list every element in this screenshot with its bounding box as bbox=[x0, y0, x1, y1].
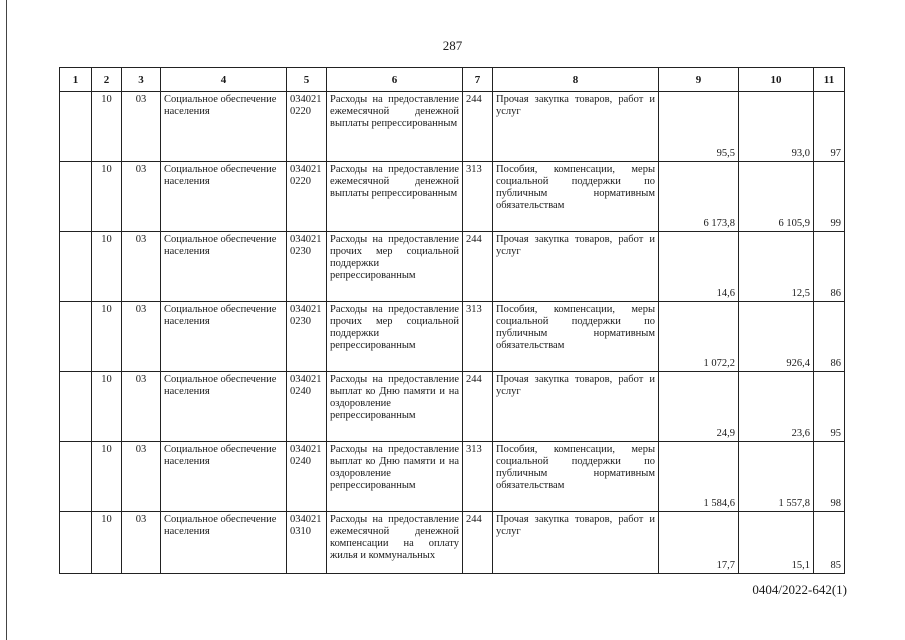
cell-col-10: 926,4 bbox=[739, 302, 814, 372]
cell-col-8: Прочая закупка товаров, работ и услуг bbox=[493, 372, 659, 442]
cell-col-9: 14,6 bbox=[659, 232, 739, 302]
cell-col-1 bbox=[60, 302, 92, 372]
cell-col-4: Социальное обеспечение населения bbox=[161, 92, 287, 162]
cell-col-2: 10 bbox=[92, 232, 122, 302]
table-row bbox=[60, 92, 845, 162]
cell-col-3: 03 bbox=[122, 512, 161, 574]
cell-col-10: 6 105,9 bbox=[739, 162, 814, 232]
column-header-2: 2 bbox=[92, 68, 122, 92]
cell-col-9: 24,9 bbox=[659, 372, 739, 442]
column-header-5: 5 bbox=[287, 68, 327, 92]
cell-col-6: Расходы на предоставление выплат ко Дню памяти и на оздоровление репрессированным bbox=[327, 442, 463, 512]
column-header-6: 6 bbox=[327, 68, 463, 92]
document-code: 0404/2022-642(1) bbox=[752, 582, 847, 597]
budget-table bbox=[59, 67, 845, 574]
column-header-1: 1 bbox=[60, 68, 92, 92]
cell-col-1 bbox=[60, 372, 92, 442]
cell-col-5: 034021 0240 bbox=[287, 372, 327, 442]
cell-col-7: 244 bbox=[463, 232, 493, 302]
cell-col-6: Расходы на предоставление ежемесячной денежной компенсации на оплату жилья и коммунальных bbox=[327, 512, 463, 574]
cell-col-2: 10 bbox=[92, 442, 122, 512]
cell-col-3: 03 bbox=[122, 92, 161, 162]
cell-col-4: Социальное обеспечение населения bbox=[161, 232, 287, 302]
cell-col-4: Социальное обеспечение населения bbox=[161, 512, 287, 574]
cell-col-5: 034021 0220 bbox=[287, 92, 327, 162]
table-row bbox=[60, 512, 845, 574]
table-row bbox=[60, 162, 845, 232]
cell-col-8: Пособия, компенсации, меры социальной поддержки по публичным нормативным обязательствам bbox=[493, 162, 659, 232]
cell-col-5: 034021 0220 bbox=[287, 162, 327, 232]
cell-col-5: 034021 0230 bbox=[287, 232, 327, 302]
cell-col-9: 95,5 bbox=[659, 92, 739, 162]
cell-col-10: 15,1 bbox=[739, 512, 814, 574]
column-header-10: 10 bbox=[739, 68, 814, 92]
table-row bbox=[60, 442, 845, 512]
cell-col-11: 95 bbox=[814, 372, 845, 442]
header-row bbox=[60, 68, 845, 92]
cell-col-7: 313 bbox=[463, 302, 493, 372]
table-row bbox=[60, 232, 845, 302]
cell-col-8: Прочая закупка товаров, работ и услуг bbox=[493, 232, 659, 302]
cell-col-2: 10 bbox=[92, 372, 122, 442]
cell-col-8: Прочая закупка товаров, работ и услуг bbox=[493, 512, 659, 574]
cell-col-3: 03 bbox=[122, 232, 161, 302]
cell-col-2: 10 bbox=[92, 92, 122, 162]
column-header-4: 4 bbox=[161, 68, 287, 92]
cell-col-6: Расходы на предоставление ежемесячной денежной выплаты репрессированным bbox=[327, 92, 463, 162]
cell-col-10: 1 557,8 bbox=[739, 442, 814, 512]
cell-col-2: 10 bbox=[92, 302, 122, 372]
cell-col-6: Расходы на предоставление прочих мер социальной поддержки репрессированным bbox=[327, 232, 463, 302]
cell-col-5: 034021 0230 bbox=[287, 302, 327, 372]
table-row bbox=[60, 372, 845, 442]
cell-col-11: 86 bbox=[814, 302, 845, 372]
cell-col-1 bbox=[60, 162, 92, 232]
cell-col-3: 03 bbox=[122, 372, 161, 442]
cell-col-7: 244 bbox=[463, 512, 493, 574]
cell-col-6: Расходы на предоставление выплат ко Дню памяти и на оздоровление репрессированным bbox=[327, 372, 463, 442]
cell-col-4: Социальное обеспечение населения bbox=[161, 372, 287, 442]
cell-col-8: Прочая закупка товаров, работ и услуг bbox=[493, 92, 659, 162]
cell-col-11: 97 bbox=[814, 92, 845, 162]
cell-col-2: 10 bbox=[92, 512, 122, 574]
cell-col-2: 10 bbox=[92, 162, 122, 232]
cell-col-9: 17,7 bbox=[659, 512, 739, 574]
cell-col-7: 244 bbox=[463, 372, 493, 442]
cell-col-5: 034021 0240 bbox=[287, 442, 327, 512]
cell-col-6: Расходы на предоставление ежемесячной денежной выплаты репрессированным bbox=[327, 162, 463, 232]
column-header-7: 7 bbox=[463, 68, 493, 92]
table-row bbox=[60, 302, 845, 372]
cell-col-3: 03 bbox=[122, 302, 161, 372]
page-edge-line bbox=[6, 0, 7, 640]
cell-col-8: Пособия, компенсации, меры социальной поддержки по публичным нормативным обязательствам bbox=[493, 302, 659, 372]
cell-col-7: 313 bbox=[463, 162, 493, 232]
column-header-3: 3 bbox=[122, 68, 161, 92]
cell-col-3: 03 bbox=[122, 162, 161, 232]
cell-col-1 bbox=[60, 92, 92, 162]
cell-col-8: Пособия, компенсации, меры социальной поддержки по публичным нормативным обязательствам bbox=[493, 442, 659, 512]
column-header-11: 11 bbox=[814, 68, 845, 92]
cell-col-9: 6 173,8 bbox=[659, 162, 739, 232]
cell-col-1 bbox=[60, 232, 92, 302]
cell-col-1 bbox=[60, 442, 92, 512]
table-body bbox=[60, 92, 845, 574]
page-number: 287 bbox=[442, 38, 463, 53]
cell-col-4: Социальное обеспечение населения bbox=[161, 302, 287, 372]
cell-col-10: 23,6 bbox=[739, 372, 814, 442]
cell-col-9: 1 584,6 bbox=[659, 442, 739, 512]
cell-col-7: 313 bbox=[463, 442, 493, 512]
cell-col-11: 85 bbox=[814, 512, 845, 574]
column-header-8: 8 bbox=[493, 68, 659, 92]
cell-col-11: 98 bbox=[814, 442, 845, 512]
cell-col-7: 244 bbox=[463, 92, 493, 162]
column-header-9: 9 bbox=[659, 68, 739, 92]
cell-col-11: 86 bbox=[814, 232, 845, 302]
cell-col-4: Социальное обеспечение населения bbox=[161, 162, 287, 232]
cell-col-6: Расходы на предоставление прочих мер социальной поддержки репрессированным bbox=[327, 302, 463, 372]
cell-col-5: 034021 0310 bbox=[287, 512, 327, 574]
cell-col-9: 1 072,2 bbox=[659, 302, 739, 372]
cell-col-11: 99 bbox=[814, 162, 845, 232]
cell-col-10: 93,0 bbox=[739, 92, 814, 162]
cell-col-4: Социальное обеспечение населения bbox=[161, 442, 287, 512]
cell-col-1 bbox=[60, 512, 92, 574]
cell-col-10: 12,5 bbox=[739, 232, 814, 302]
cell-col-3: 03 bbox=[122, 442, 161, 512]
